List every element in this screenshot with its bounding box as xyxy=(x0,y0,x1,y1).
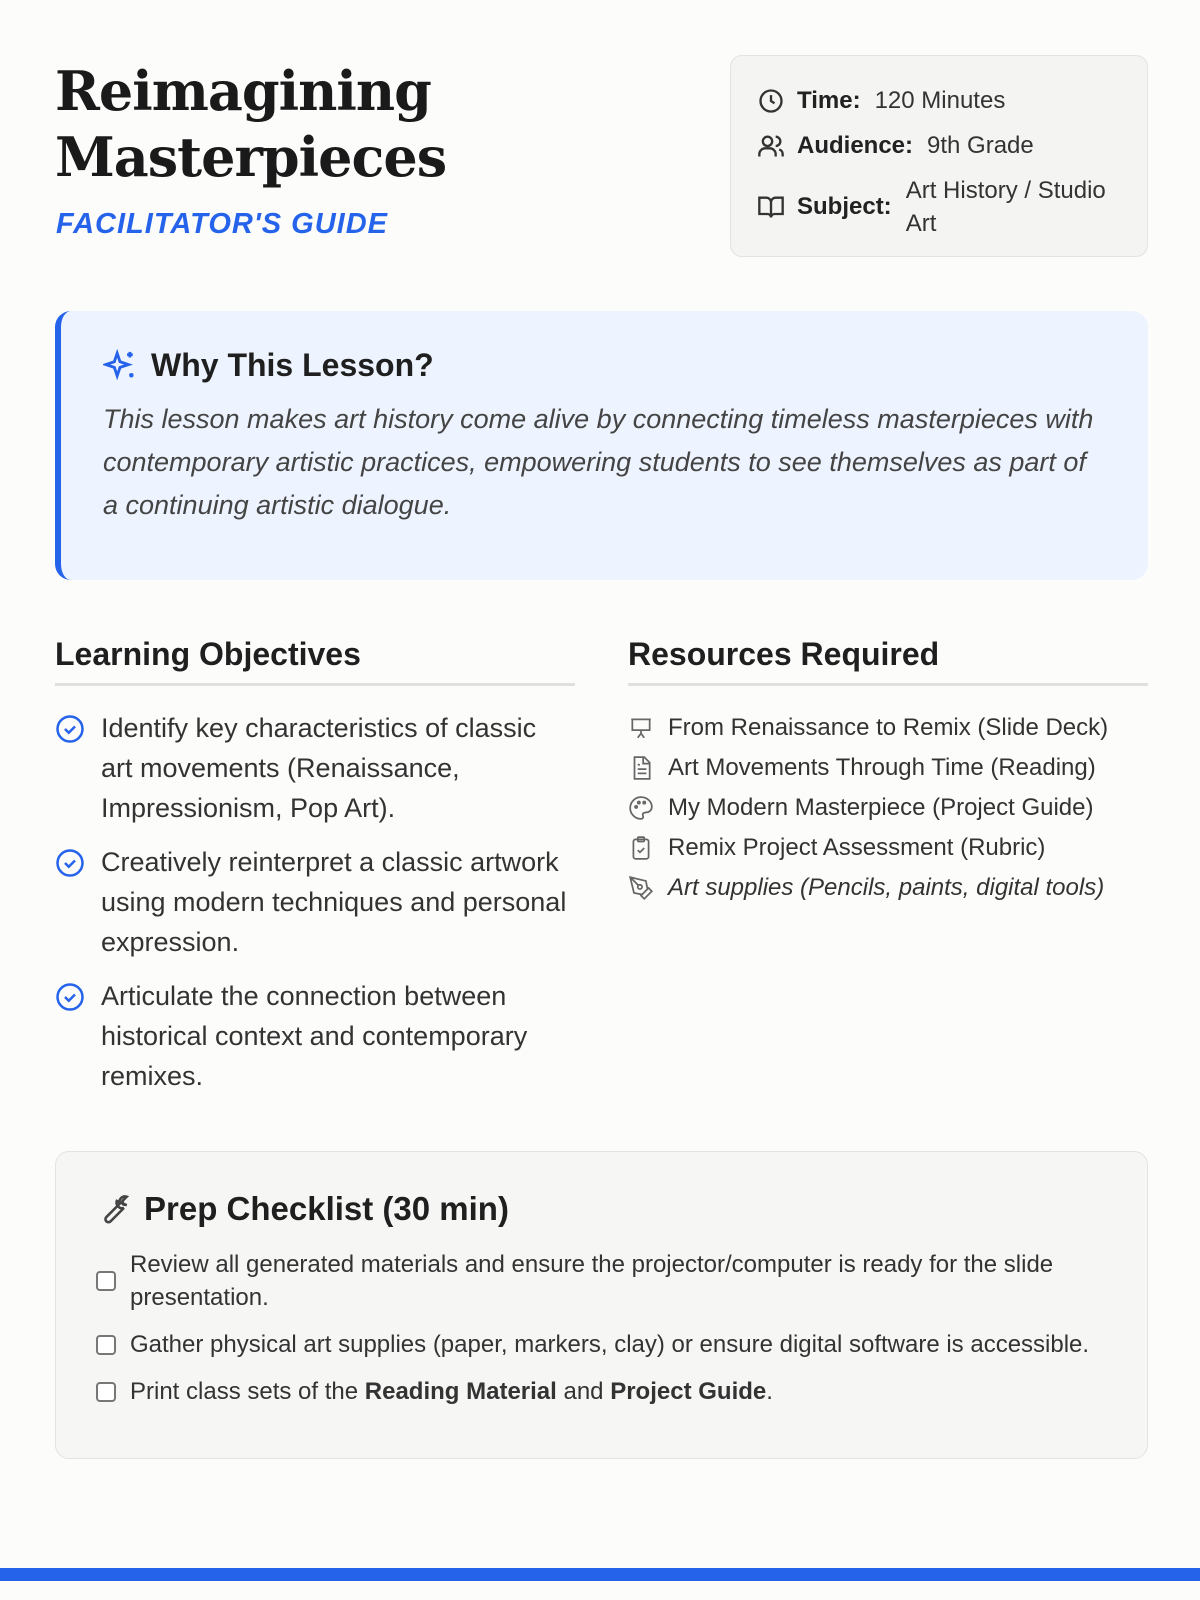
presentation-icon xyxy=(628,715,654,741)
resource-text: My Modern Masterpiece (Project Guide) xyxy=(668,794,1094,821)
checklist-title: Prep Checklist (30 min) xyxy=(144,1190,509,1227)
resource-item xyxy=(628,788,1148,828)
objective-item xyxy=(55,842,575,962)
check-circle-icon xyxy=(55,848,85,878)
checklist-text xyxy=(130,1375,773,1408)
resource-text: From Renaissance to Remix (Slide Deck) xyxy=(668,714,1109,741)
info-value: Art History / Studio Art xyxy=(905,177,1106,237)
sparkles-icon xyxy=(103,349,137,383)
info-time xyxy=(757,84,1121,117)
clipboard-check-icon xyxy=(628,835,654,861)
resource-item xyxy=(628,708,1148,748)
pen-tool-icon xyxy=(628,875,654,901)
book-open-icon xyxy=(757,193,785,221)
resource-item xyxy=(628,828,1148,868)
checklist-item xyxy=(96,1248,1107,1314)
checklist-heading xyxy=(96,1190,1107,1228)
resource-item xyxy=(628,748,1148,788)
learning-objectives xyxy=(55,636,575,1110)
why-heading xyxy=(103,347,1106,384)
text: and xyxy=(556,1378,611,1405)
objective-text: Articulate the connection between historical context and contemporary remixes. xyxy=(101,981,528,1091)
lesson-info-card xyxy=(730,55,1148,257)
file-text-icon xyxy=(628,755,654,781)
why-text: This lesson makes art history come alive by connecting timeless masterpieces with contemporary artistic practices, empowering students to see themselves as part of a continuing artistic dialogue. xyxy=(103,404,1094,520)
checklist-text: Review all generated materials and ensure the projector/computer is ready for the slide presentation. xyxy=(130,1251,1054,1311)
page-title xyxy=(55,58,446,190)
info-value: 9th Grade xyxy=(927,132,1034,159)
checklist-text: Gather physical art supplies (paper, markers, clay) or ensure digital software is accessible. xyxy=(130,1331,1090,1358)
resource-text: Remix Project Assessment (Rubric) xyxy=(668,834,1046,861)
checkbox[interactable] xyxy=(96,1382,116,1402)
objectives-heading: Learning Objectives xyxy=(55,636,575,686)
wrench-icon xyxy=(96,1192,130,1226)
bold-text: Reading Material xyxy=(364,1378,557,1405)
info-label: Audience: xyxy=(797,131,914,159)
resource-item xyxy=(628,868,1148,908)
why-this-lesson-card xyxy=(55,311,1148,580)
objective-text: Identify key characteristics of classic art movements (Renaissance, Impressionism, Pop Art). xyxy=(101,713,537,823)
prep-checklist xyxy=(55,1151,1148,1459)
bold-text: Project Guide xyxy=(610,1378,767,1405)
page-subtitle: FACILITATOR'S GUIDE xyxy=(56,208,389,240)
title-line: Reimagining xyxy=(55,59,431,123)
checkbox[interactable] xyxy=(96,1271,116,1291)
checklist-item xyxy=(96,1375,1107,1408)
info-value: 120 Minutes xyxy=(874,87,1006,114)
info-audience xyxy=(757,129,1121,162)
checkbox[interactable] xyxy=(96,1335,116,1355)
check-circle-icon xyxy=(55,982,85,1012)
info-label: Subject: xyxy=(797,193,892,220)
objective-item xyxy=(55,976,575,1096)
text: Print class sets of the xyxy=(130,1378,365,1405)
info-label: Time: xyxy=(797,86,861,114)
resource-text: Art Movements Through Time (Reading) xyxy=(668,754,1096,781)
resources-required xyxy=(628,636,1148,908)
resources-heading: Resources Required xyxy=(628,636,1148,686)
objective-item xyxy=(55,708,575,828)
users-icon xyxy=(757,132,785,160)
text: . xyxy=(766,1378,773,1405)
resource-text: Art supplies (Pencils, paints, digital tools) xyxy=(668,874,1105,901)
clock-icon xyxy=(757,87,785,115)
palette-icon xyxy=(628,795,654,821)
title-line: Masterpieces xyxy=(55,125,447,189)
why-title: Why This Lesson? xyxy=(151,347,434,383)
check-circle-icon xyxy=(55,714,85,744)
footer-accent-bar xyxy=(0,1568,1200,1581)
checklist-item xyxy=(96,1328,1107,1361)
objective-text: Creatively reinterpret a classic artwork using modern techniques and personal expression. xyxy=(101,847,567,957)
info-subject xyxy=(757,174,1121,240)
